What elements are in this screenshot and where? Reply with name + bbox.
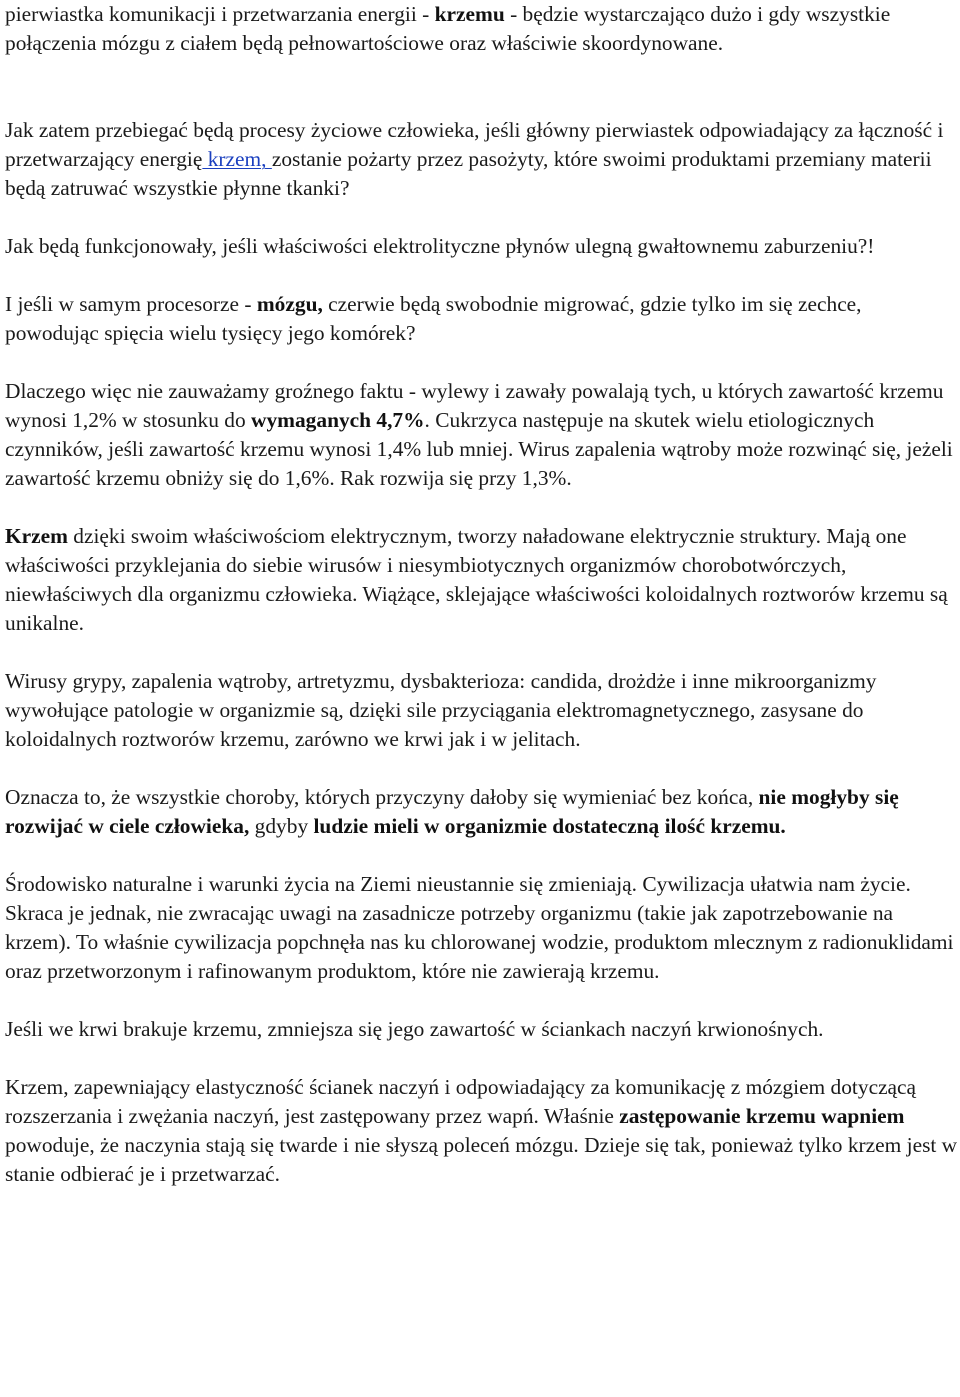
- text-segment: czerwie będą swobodnie migrować, gdzie tylko im się zechce, powodując spięcia wielu tysięcy jego komórek?: [5, 292, 862, 345]
- bold-text: krzemu: [434, 2, 505, 26]
- bold-text: nie mogłyby się rozwijać w ciele człowieka,: [5, 785, 899, 838]
- text-segment: Oznacza to, że wszystkie choroby, których przyczyny dałoby się wymieniać bez końca,: [5, 785, 759, 809]
- text-segment: Jak będą funkcjonowały, jeśli właściwości elektrolityczne płynów ulegną gwałtownemu zaburzeniu?!: [5, 234, 875, 258]
- text-segment: - będzie wystarczająco dużo i gdy wszystkie połączenia mózgu z ciałem będą pełnowartościowe oraz właściwie skoordynowane.: [5, 2, 891, 55]
- bold-text: Krzem: [5, 524, 68, 548]
- bold-text: zastępowanie krzemu wapniem: [619, 1104, 905, 1128]
- bold-text: wymaganych 4,7%: [251, 408, 425, 432]
- text-segment: pierwiastka komunikacji i przetwarzania energii -: [5, 2, 435, 26]
- paragraph-7: [5, 667, 958, 754]
- text-segment: powoduje, że naczynia stają się twarde i nie słyszą poleceń mózgu. Dzieje się tak, ponieważ tylko krzem jest w stanie odbierać je i przetwarzać.: [5, 1133, 958, 1186]
- paragraph-9: [5, 870, 958, 986]
- paragraph-3: [5, 232, 958, 261]
- paragraph-11: [5, 1073, 958, 1189]
- text-segment: gdyby: [249, 814, 314, 838]
- paragraph-6: [5, 522, 958, 638]
- paragraph-2: [5, 116, 958, 203]
- document-body: [5, 0, 958, 1189]
- text-segment: I jeśli w samym procesorze -: [5, 292, 257, 316]
- text-segment: Jeśli we krwi brakuje krzemu, zmniejsza się jego zawartość w ściankach naczyń krwionośnych.: [5, 1017, 824, 1041]
- text-segment: zostanie pożarty przez pasożyty, które swoimi produktami przemiany materii będą zatruwać wszystkie płynne tkanki?: [5, 147, 932, 200]
- paragraph-10: [5, 1015, 958, 1044]
- paragraph-1: [5, 0, 958, 58]
- text-segment: Jak zatem przebiegać będą procesy życiowe człowieka, jeśli główny pierwiastek odpowiadający za łączność i przetwarzający energię: [5, 118, 944, 171]
- text-segment: dzięki swoim właściwościom elektrycznym, tworzy naładowane elektrycznie struktury. Mają one właściwości przyklejania do siebie wirusów i niesymbiotycznych organizmów chorobotwórczych, niewłaściwych dla organizmu człowieka. Wiążące, sklejające właściwości koloidalnych roztworów krzemu są unikalne.: [5, 524, 948, 635]
- text-segment: Dlaczego więc nie zauważamy groźnego faktu - wylewy i zawały powalają tych, u których zawartość krzemu wynosi 1,2% w stosunku do: [5, 379, 944, 432]
- paragraph-5: [5, 377, 958, 493]
- text-segment: Wirusy grypy, zapalenia wątroby, artretyzmu, dysbakterioza: candida, drożdże i inne mikroorganizmy wywołujące patologie w organizmie są, dzięki sile przyciągania elektromagnetycznego, zasysane do koloidalnych roztworów krzemu, zarówno we krwi jak i w jelitach.: [5, 669, 877, 751]
- paragraph-4: [5, 290, 958, 348]
- text-segment: . Cukrzyca następuje na skutek wielu etiologicznych czynników, jeśli zawartość krzemu wynosi 1,4% lub mniej. Wirus zapalenia wątroby może rozwinąć się, jeżeli zawartość krzemu obniży się do 1,6%. Rak rozwija się przy 1,3%.: [5, 408, 953, 490]
- bold-text: mózgu,: [256, 292, 323, 316]
- paragraph-8: [5, 783, 958, 841]
- krzem-link[interactable]: krzem,: [202, 147, 272, 171]
- text-segment: Środowisko naturalne i warunki życia na Ziemi nieustannie się zmieniają. Cywilizacja ułatwia nam życie. Skraca je jednak, nie zwracając uwagi na zasadnicze potrzeby organizmu (takie jak zapotrzebowanie na krzem). To właśnie cywilizacja popchnęła nas ku chlorowanej wodzie, produktom mlecznym z radionuklidami oraz przetworzonym i rafinowanym produktom, które nie zawierają krzemu.: [5, 872, 954, 983]
- bold-text: ludzie mieli w organizmie dostateczną ilość krzemu.: [313, 814, 786, 838]
- text-segment: Krzem, zapewniający elastyczność ścianek naczyń i odpowiadający za komunikację z mózgiem dotyczącą rozszerzania i zwężania naczyń, jest zastępowany przez wapń. Właśnie: [5, 1075, 917, 1128]
